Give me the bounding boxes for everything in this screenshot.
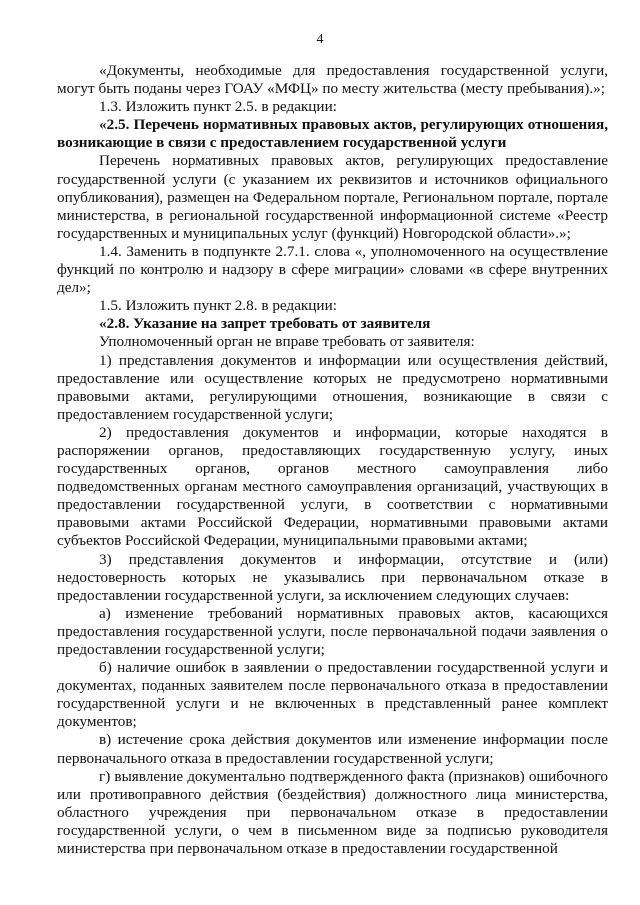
list-item-2: 2) предоставления документов и информации, которые находятся в распоряжении органов, предоставляющих государственную услугу, иных государственных органов, органов местного самоуправления либо подведомственных органам местного самоуправления организаций, участвующих в предоставлении государственной услуги, в соответствии с нормативными правовыми актами Российской Федерации, нормативными правовыми актами субъектов Российской Федерации, муниципальными правовыми актами;: [57, 423, 608, 550]
page-number: 4: [316, 32, 324, 47]
paragraph-item-1-5: 1.5. Изложить пункт 2.8. в редакции:: [99, 297, 337, 315]
list-item-1: 1) представления документов и информации или осуществления действий, предоставление или осуществление которых не предусмотрено нормативными правовыми актами, регулирующими отношения, возникающие в связи с предоставлением государственной услуги;: [57, 351, 608, 423]
sub-item-b: б) наличие ошибок в заявлении о предоставлении государственной услуги и документах, поданных заявителем после первоначального отказа в предоставлении государственной услуги и не включенных в представленный ранее комплект документов;: [57, 659, 608, 731]
heading-2-5: «2.5. Перечень нормативных правовых актов, регулирующих отношения, возникающие в связи с предоставлением государственной услуги: [57, 116, 608, 152]
paragraph-prohibition-intro: Уполномоченный орган не вправе требовать от заявителя:: [99, 333, 475, 351]
paragraph-item-1-3: 1.3. Изложить пункт 2.5. в редакции:: [99, 98, 337, 116]
paragraph-mfc-documents: «Документы, необходимые для предоставления государственной услуги, могут быть поданы через ГОАУ «МФЦ» по месту жительства (месту пребывания).»;: [57, 62, 608, 98]
sub-item-g: г) выявление документально подтвержденного факта (признаков) ошибочного или противоправного действия (бездействия) должностного лица министерства, областного учреждения при первоначальном отказе в предоставлении государственной услуги, о чем в письменном виде за подписью руководителя министерства при первоначальном отказе в предоставлении государственной: [57, 767, 608, 858]
sub-item-v: в) истечение срока действия документов или изменение информации после первоначального отказа в предоставлении государственной услуги;: [57, 731, 608, 767]
paragraph-item-1-4: 1.4. Заменить в подпункте 2.7.1. слова «, уполномоченного на осуществление функций по контролю и надзору в сфере миграции» словами «в сфере внутренних дел»;: [57, 242, 608, 297]
document-body: [57, 62, 608, 858]
paragraph-legal-acts-list: Перечень нормативных правовых актов, регулирующих предоставление государственной услуги (с указанием их реквизитов и источников официального опубликования), размещен на Федеральном портале, Региональном портале, портале министерства, в региональной государственной информационной системе «Реестр государственных и муниципальных услуг (функций) Новгородской области».»;: [57, 152, 608, 242]
list-item-3: 3) представления документов и информации, отсутствие и (или) недостоверность которых не указывались при первоначальном отказе в предоставлении государственной услуги, за исключением следующих случаев:: [57, 550, 608, 604]
sub-item-a: а) изменение требований нормативных правовых актов, касающихся предоставления государственной услуги, после первоначальной подачи заявления о предоставлении государственной услуги;: [57, 604, 608, 658]
heading-2-8: «2.8. Указание на запрет требовать от заявителя: [99, 315, 431, 333]
